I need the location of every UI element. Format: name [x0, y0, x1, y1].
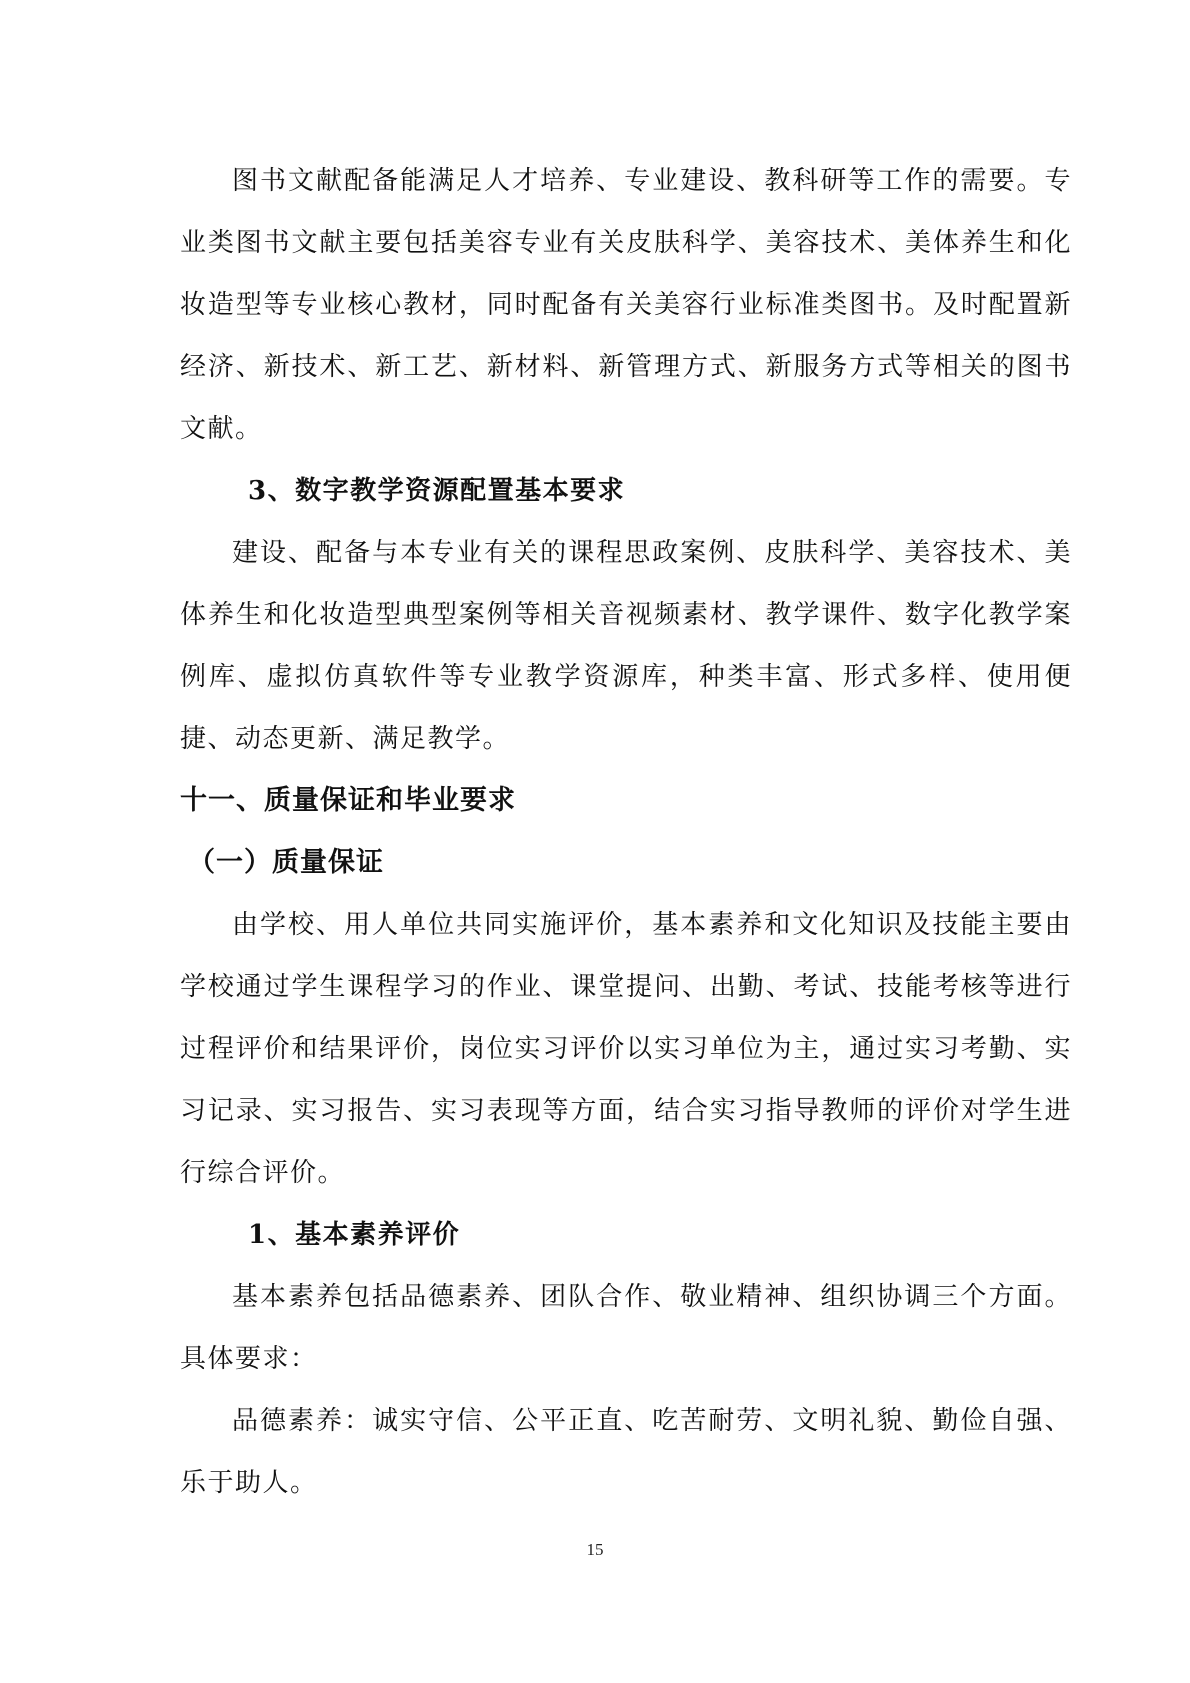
subsection-heading-quality-assurance: （一）质量保证	[188, 847, 384, 878]
paragraph-quality-assurance: 由学校、用人单位共同实施评价，基本素养和文化知识及技能主要由学校通过学生课程学习的作业、课堂提问、出勤、考试、技能考核等进行过程评价和结果评价，岗位实习评价以实习单位为主，通过实习考勤、实习记录、实习报告、实习表现等方面，结合实习指导教师的评价对学生进行综合评价。	[180, 910, 1072, 1188]
paragraph-basic-quality: 基本素养包括品德素养、团队合作、敬业精神、组织协调三个方面。具体要求：	[180, 1282, 1072, 1374]
paragraph-digital-resources: 建设、配备与本专业有关的课程思政案例、皮肤科学、美容技术、美体养生和化妆造型典型案例等相关音视频素材、教学课件、数字化教学案例库、虚拟仿真软件等专业教学资源库，种类丰富、形式多样、使用便捷、动态更新、满足教学。	[180, 538, 1072, 754]
subheading-basic-quality-evaluation: 1、基本素养评价	[248, 1220, 461, 1250]
paragraph-library-resources: 图书文献配备能满足人才培养、专业建设、教科研等工作的需要。专业类图书文献主要包括美容专业有关皮肤科学、美容技术、美体养生和化妆造型等专业核心教材，同时配备有关美容行业标准类图书。及时配置新经济、新技术、新工艺、新材料、新管理方式、新服务方式等相关的图书文献。	[180, 166, 1072, 444]
subheading-digital-resources: 3、数字教学资源配置基本要求	[248, 476, 626, 506]
section-heading-quality-graduation: 十一、质量保证和毕业要求	[180, 785, 516, 816]
page-content	[180, 150, 1072, 1514]
paragraph-moral-quality: 品德素养：诚实守信、公平正直、吃苦耐劳、文明礼貌、勤俭自强、乐于助人。	[180, 1406, 1072, 1498]
page-number: 15	[586, 1540, 604, 1559]
